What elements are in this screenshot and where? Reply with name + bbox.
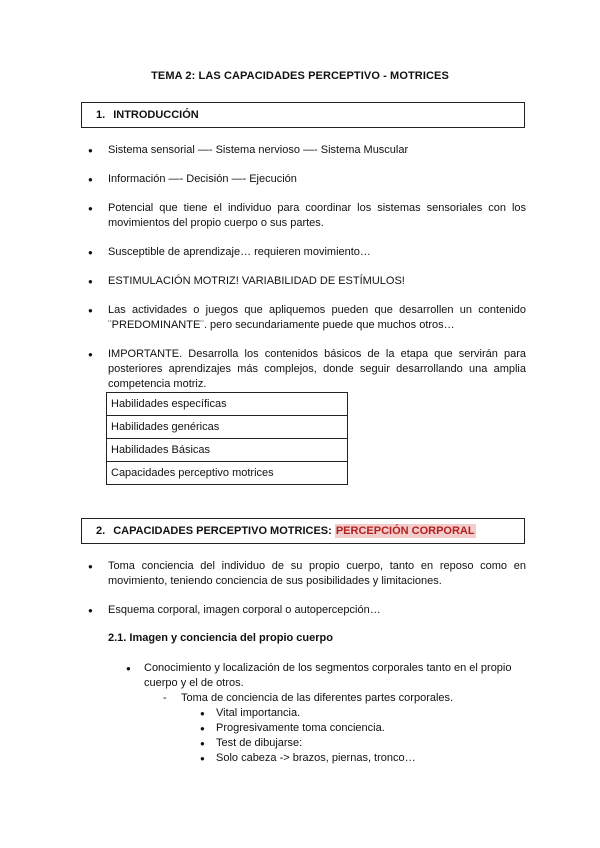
dash-marker: - xyxy=(163,692,167,704)
section-1-bullet-list xyxy=(88,245,526,260)
table-row xyxy=(107,462,348,485)
section-2-header xyxy=(81,518,525,544)
list-item: ● Información —- Decisión —- Ejecución xyxy=(88,172,526,187)
bullet-icon: ● xyxy=(126,664,131,673)
list-item: ● Las actividades o juegos que apliquemos pueden que desarrollen un contenido ¨PREDOMINANTE¨. pero secundariamente puede que muchos otros… xyxy=(88,303,526,333)
section-1-bullet-list xyxy=(88,201,526,231)
bullet-icon: ● xyxy=(200,709,205,718)
section-2-bullet-list xyxy=(88,559,526,589)
section-2-number: 2. xyxy=(96,525,106,537)
bullet-icon: ● xyxy=(200,754,205,763)
skills-levels-table xyxy=(106,392,348,485)
table-row xyxy=(107,416,348,439)
list-item-text: Progresivamente toma conciencia. xyxy=(216,722,385,734)
list-item: ● Potencial que tiene el individuo para coordinar los sistemas sensoriales con los movimientos del propio cuerpo o sus partes. xyxy=(88,201,526,231)
list-item xyxy=(200,751,416,766)
section-1-title: INTRODUCCIÓN xyxy=(113,109,199,121)
list-item-text: Solo cabeza -> brazos, piernas, tronco… xyxy=(216,752,416,764)
section-2-title: CAPACIDADES PERCEPTIVO MOTRICES: xyxy=(113,525,332,537)
table-row xyxy=(107,439,348,462)
list-item-text: Test de dibujarse: xyxy=(216,737,303,749)
list-item xyxy=(200,721,385,736)
table-row xyxy=(107,393,348,416)
list-item xyxy=(200,706,300,721)
table-cell: Capacidades perceptivo motrices xyxy=(107,462,348,485)
list-item: ● ESTIMULACIÓN MOTRIZ! VARIABILIDAD DE ESTÍMULOS! xyxy=(88,274,526,289)
section-1-bullet-list xyxy=(88,274,526,289)
subsection-bullet xyxy=(126,661,526,691)
table-cell: Habilidades Básicas xyxy=(107,439,348,462)
list-item: ● Sistema sensorial —- Sistema nervioso —- Sistema Muscular xyxy=(88,143,526,158)
section-1-bullet-list xyxy=(88,303,526,333)
subsection-bullet-text: Conocimiento y localización de los segmentos corporales tanto en el propio cuerpo y el de otros. xyxy=(144,662,512,689)
list-item-text: Vital importancia. xyxy=(216,707,301,719)
table-cell: Habilidades específicas xyxy=(107,393,348,416)
subsection-title: 2.1. Imagen y conciencia del propio cuerpo xyxy=(108,632,333,644)
list-item: ● Toma conciencia del individuo de su propio cuerpo, tanto en reposo como en movimiento, teniendo conciencia de sus posibilidades y limitaciones. xyxy=(88,559,526,589)
list-item xyxy=(200,736,302,751)
section-1-number: 1. xyxy=(96,109,106,121)
bullet-icon: ● xyxy=(200,724,205,733)
section-1-header xyxy=(81,102,525,128)
section-2-highlight: PERCEPCIÓN CORPORAL xyxy=(335,525,475,537)
dash-item-text: Toma de conciencia de las diferentes partes corporales. xyxy=(181,692,454,704)
list-item: ● Susceptible de aprendizaje… requieren movimiento… xyxy=(88,245,526,260)
section-1-bullet-list xyxy=(88,347,526,392)
table-cell: Habilidades genéricas xyxy=(107,416,348,439)
bullet-icon: ● xyxy=(200,739,205,748)
section-2-bullet-list xyxy=(88,603,526,618)
section-1-bullet-list xyxy=(88,143,526,158)
list-item: ● Esquema corporal, imagen corporal o autopercepción… xyxy=(88,603,526,618)
document-title: TEMA 2: LAS CAPACIDADES PERCEPTIVO - MOTRICES xyxy=(151,70,449,82)
dash-item xyxy=(163,691,453,706)
section-1-bullet-list xyxy=(88,172,526,187)
list-item: ● IMPORTANTE. Desarrolla los contenidos básicos de la etapa que servirán para posteriores aprendizajes más complejos, donde seguir desarrollando una amplia competencia motriz. xyxy=(88,347,526,392)
